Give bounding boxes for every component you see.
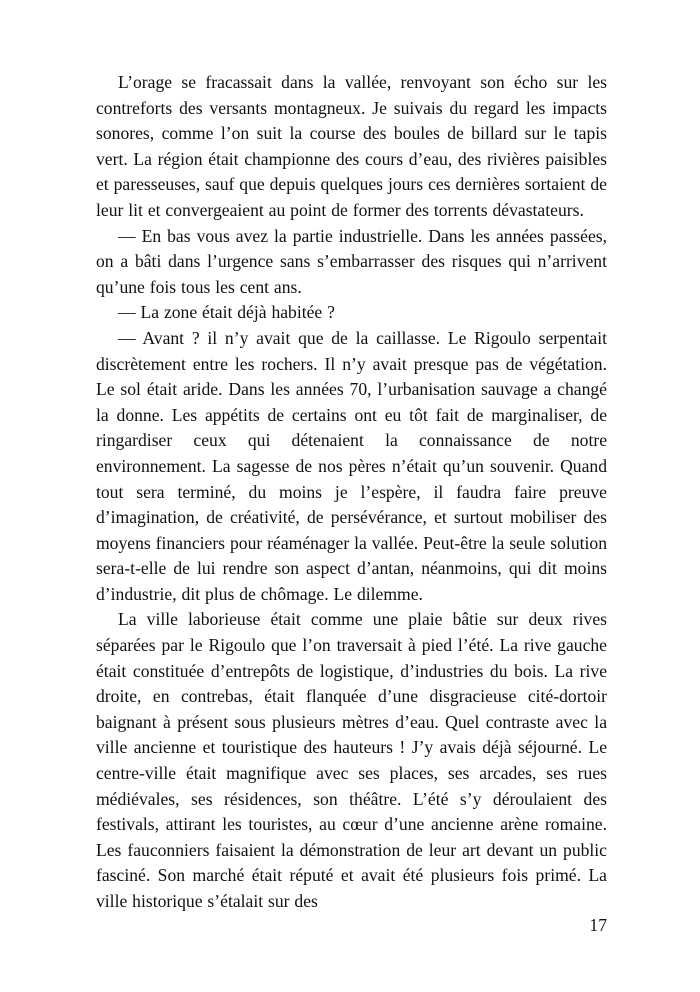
paragraph-dialogue-industrial-zone: — En bas vous avez la partie industrielle. Dans les années passées, on a bâti dans l’urgence sans s’embarrasser des risques qui n’arrivent qu’une fois tous les cent ans. bbox=[96, 225, 607, 297]
paragraph-dialogue-history: — Avant ? il n’y avait que de la caillasse. Le Rigoulo serpentait discrètement entre les rochers. Il n’y avait presque pas de végétation. Le sol était aride. Dans les années 70, l’urbanisation sauvage a changé la donne. Les appétits de certains ont eu tôt fait de marginaliser, de ringardiser ceux qui détenaient la connaissance de notre environnement. La sagesse de nos pères n’était qu’un souvenir. Quand tout sera terminé, du moins je l’espère, il faudra faire preuve d’imagination, de créativité, de persévérance, et surtout mobiliser des moyens financiers pour réaménager la vallée. Peut-être la seule solution sera-t-elle de lui rendre son aspect d’antan, néanmoins, qui dit moins d’industrie, dit plus de chômage. Le dilemme. bbox=[96, 327, 607, 604]
paragraph-city-description: La ville laborieuse était comme une plaie bâtie sur deux rives séparées par le Rigoulo que l’on traversait à pied l’été. La rive gauche était constituée d’entrepôts de logistique, d’industries du bois. La rive droite, en contrebas, était flanquée d’une disgracieuse cité-dortoir baignant à présent sous plusieurs mètres d’eau. Quel contraste avec la ville ancienne et touristique des hauteurs ! J’y avais déjà séjourné. Le centre-ville était magnifique avec ses places, ses arcades, ses rues médiévales, ses résidences, son théâtre. L’été s’y déroulaient des festivals, attirant les touristes, au cœur d’une ancienne arène romaine. Les fauconniers faisaient la démonstration de leur art devant un public fasciné. Son marché était réputé et avait été plusieurs fois primé. La ville historique s’étalait sur des bbox=[96, 609, 607, 911]
paragraph-storm: L’orage se fracassait dans la vallée, renvoyant son écho sur les contreforts des versants montagneux. Je suivais du regard les impacts sonores, comme l’on suit la course des boules de billard sur le tapis vert. La région était championne des cours d’eau, des rivières paisibles et paresseuses, sauf que depuis quelques jours ces dernières sortaient de leur lit et convergeaient au point de former des torrents dévastateurs. bbox=[96, 72, 607, 220]
paragraph-dialogue-question: — La zone était déjà habitée ? bbox=[118, 302, 335, 323]
page-number: 17 bbox=[589, 915, 607, 935]
book-page-body bbox=[96, 70, 607, 915]
